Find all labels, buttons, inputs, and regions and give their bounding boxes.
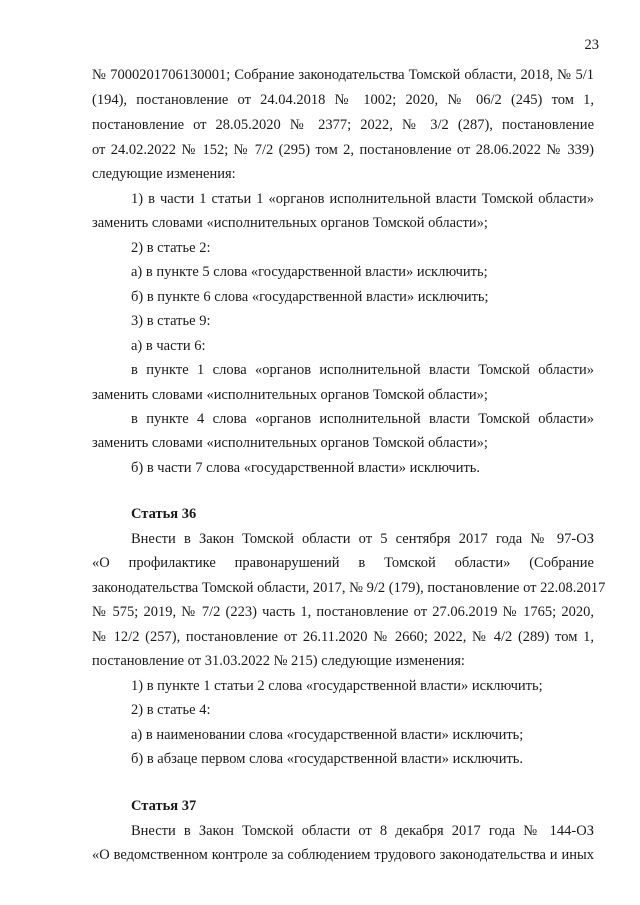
text-line: в пункте 4 слова «органов исполнительной власти Томской области»	[131, 411, 594, 427]
text-line: 2) в статье 4:	[131, 702, 211, 718]
text-line: 1) в пункте 1 статьи 2 слова «государственной власти» исключить;	[131, 678, 543, 694]
text-line: следующие изменения:	[92, 166, 236, 182]
text-line: постановление от 28.05.2020 № 2377; 2022, № 3/2 (287), постановление	[92, 117, 594, 133]
text-line: б) в абзаце первом слова «государственной власти» исключить.	[131, 751, 524, 767]
text-line: заменить словами «исполнительных органов Томской области»;	[92, 215, 488, 231]
text-line: законодательства Томской области, 2017, № 9/2 (179), постановление от 22.08.2017	[92, 580, 606, 596]
text-line: в пункте 1 слова «органов исполнительной власти Томской области»	[131, 362, 594, 378]
text-line: Внести в Закон Томской области от 8 декабря 2017 года № 144-ОЗ	[131, 823, 594, 839]
page-number: 23	[584, 37, 599, 53]
text-line: № 575; 2019, № 7/2 (223) часть 1, постановление от 27.06.2019 № 1765; 2020,	[92, 604, 594, 620]
text-line: постановление от 31.03.2022 № 215) следующие изменения:	[92, 653, 465, 669]
text-line: Внести в Закон Томской области от 5 сентября 2017 года № 97-ОЗ	[131, 531, 594, 547]
text-line: а) в пункте 5 слова «государственной власти» исключить;	[131, 264, 488, 280]
text-line: (194), постановление от 24.04.2018 № 1002; 2020, № 06/2 (245) том 1,	[92, 92, 594, 108]
text-line: от 24.02.2022 № 152; № 7/2 (295) том 2, постановление от 28.06.2022 № 339)	[92, 142, 594, 158]
text-line: 2) в статье 2:	[131, 240, 211, 256]
text-line: № 12/2 (257), постановление от 26.11.2020 № 2660; 2022, № 4/2 (289) том 1,	[92, 629, 594, 645]
text-line: № 7000201706130001; Собрание законодательства Томской области, 2018, № 5/1	[92, 67, 594, 83]
text-line: 3) в статье 9:	[131, 313, 211, 329]
text-line: а) в части 6:	[131, 338, 206, 354]
text-line: заменить словами «исполнительных органов Томской области»;	[92, 387, 488, 403]
text-line: б) в части 7 слова «государственной власти» исключить.	[131, 460, 481, 476]
text-line: а) в наименовании слова «государственной власти» исключить;	[131, 727, 524, 743]
text-line: заменить словами «исполнительных органов Томской области»;	[92, 435, 488, 451]
text-line: «О профилактике правонарушений в Томской области» (Собрание	[92, 555, 594, 571]
article-heading: Статья 37	[131, 798, 197, 814]
text-line: б) в пункте 6 слова «государственной власти» исключить;	[131, 289, 489, 305]
text-line: 1) в части 1 статьи 1 «органов исполнительной власти Томской области»	[131, 191, 594, 207]
text-line: «О ведомственном контроле за соблюдением трудового законодательства и иных	[92, 847, 594, 863]
article-heading: Статья 36	[131, 506, 197, 522]
